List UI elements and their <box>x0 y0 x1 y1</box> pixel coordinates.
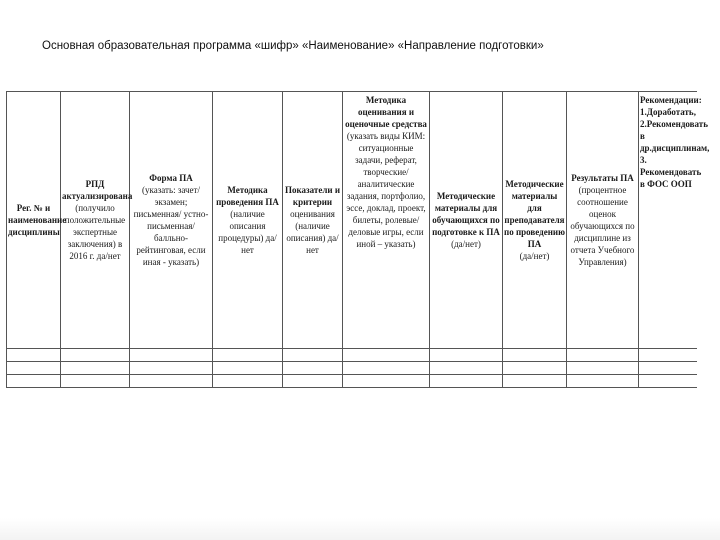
empty-cell <box>567 349 639 362</box>
empty-cell <box>130 375 213 388</box>
header-normal-text: (получило положительные экспертные заключения) в 2016 г. да/нет <box>64 203 126 261</box>
header-normal-text: (указать: зачет/ экзамен; письменная/ устно-письменная/ балльно-рейтинговая, если иная - указать) <box>133 185 209 267</box>
header-bold-text: Рег. № и наименование дисциплины <box>8 203 67 237</box>
assessment-table <box>6 91 710 388</box>
header-cell-student-materials <box>430 92 503 349</box>
header-bold-text: Методика оценивания и оценочные средства <box>345 95 427 129</box>
header-cell-pa-method <box>213 92 283 349</box>
header-cell-pa-form <box>130 92 213 349</box>
table-row <box>7 375 697 388</box>
header-bold-text: Методика проведения ПА <box>216 185 279 207</box>
header-cell-reg-number <box>7 92 67 349</box>
empty-cell <box>639 349 697 362</box>
empty-cell <box>283 362 343 375</box>
header-normal-text: (наличие описания процедуры) да/нет <box>218 209 277 255</box>
empty-cell <box>130 349 213 362</box>
page-title: Основная образовательная программа «шифр» «Наименование» «Направление подготовки» <box>42 40 544 52</box>
empty-cell <box>130 362 213 375</box>
empty-cell <box>430 362 503 375</box>
header-normal-text: (да/нет) <box>451 239 481 249</box>
empty-cell <box>430 349 503 362</box>
header-cell-recommendations <box>639 92 710 349</box>
header-bold-text: Рекомендации: <box>640 95 702 105</box>
slide-footer-shade <box>0 518 720 540</box>
empty-cell <box>7 375 61 388</box>
header-bold-text: Результаты ПА <box>571 173 634 183</box>
empty-cell <box>639 362 697 375</box>
empty-cell <box>503 375 567 388</box>
table-row <box>7 349 697 362</box>
empty-cell <box>639 375 697 388</box>
header-normal-text: (да/нет) <box>519 251 550 261</box>
header-bold-text: Показатели и критерии <box>284 185 341 207</box>
empty-cell <box>283 375 343 388</box>
empty-cell <box>213 375 283 388</box>
empty-cell <box>503 349 567 362</box>
empty-cell <box>61 375 130 388</box>
header-bold-text: Форма ПА <box>149 173 193 183</box>
header-cell-criteria <box>283 92 343 349</box>
empty-cell <box>343 375 430 388</box>
header-normal-text: (процентное соотношение оценок обучающихся по дисциплине из отчета Учебного Управления) <box>570 185 635 267</box>
empty-cell <box>343 349 430 362</box>
empty-cell <box>567 375 639 388</box>
header-bold-text: РПД актуализирована <box>62 179 133 201</box>
header-cell-rpd <box>61 92 133 349</box>
empty-cell <box>7 349 61 362</box>
empty-cell <box>343 362 430 375</box>
header-normal-text: оценивания (наличие описания) да/нет <box>286 209 339 255</box>
empty-cell <box>213 362 283 375</box>
empty-cell <box>61 349 130 362</box>
empty-cell <box>503 362 567 375</box>
header-bold-text: Методические материалы для обучающихся по подготовке к ПА <box>432 191 500 237</box>
table-row <box>7 362 697 375</box>
empty-cell <box>7 362 61 375</box>
header-bold-text: 1.Доработать, 2.Рекомендовать в др.дисциплинам, 3. Рекомендовать в ФОС ООП <box>640 107 710 189</box>
header-cell-assessment-tools <box>343 92 430 349</box>
header-row <box>7 92 697 349</box>
empty-cell <box>430 375 503 388</box>
header-bold-text: Методические материалы для преподавателя по проведению ПА <box>504 179 565 249</box>
empty-cell <box>213 349 283 362</box>
header-normal-text: (указать виды КИМ: ситуационные задачи, реферат, творческие/аналитические задания, портфолио, эссе, доклад, проект, билеты, ролевые/деловые игры, если иной – указать) <box>346 131 426 249</box>
empty-cell <box>61 362 130 375</box>
empty-cell <box>567 362 639 375</box>
empty-cell <box>283 349 343 362</box>
header-cell-teacher-materials <box>503 92 567 349</box>
header-cell-results <box>567 92 639 349</box>
